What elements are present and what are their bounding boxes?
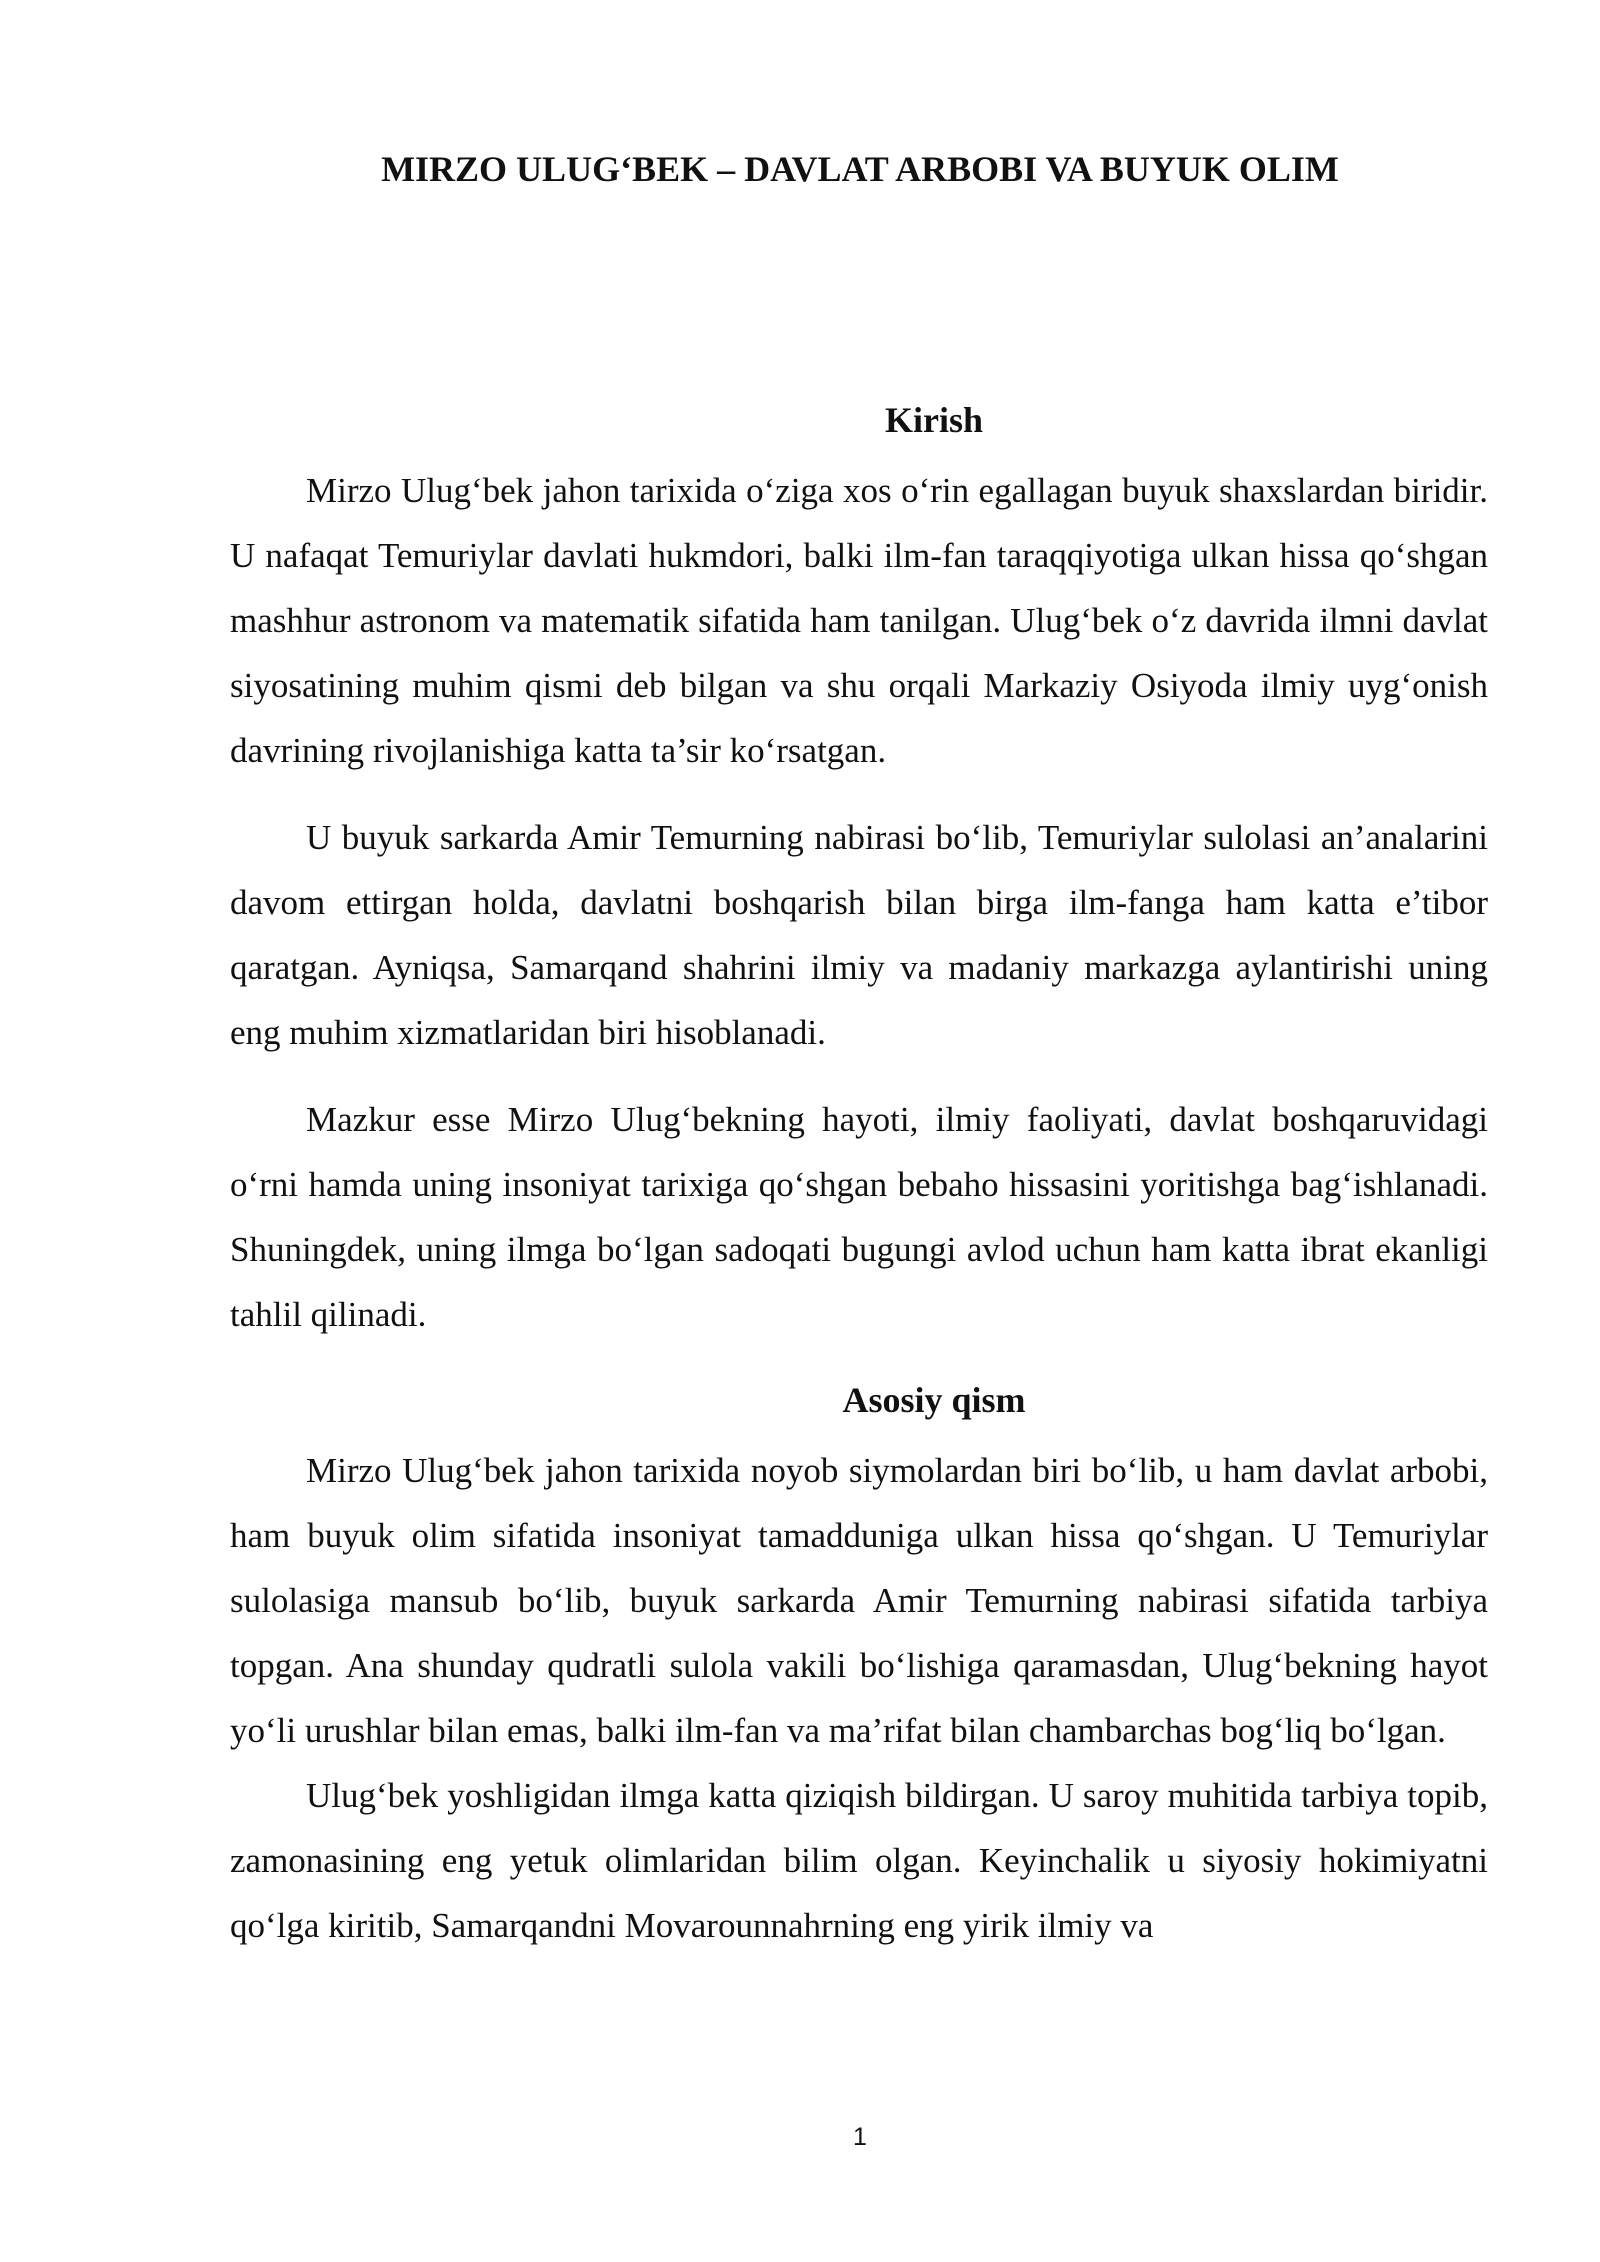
page-number: 1 [853, 2123, 867, 2151]
section-heading-kirish: Kirish [884, 400, 983, 440]
paragraph: Ulug‘bek yoshligidan ilmga katta qiziqish bildirgan. U saroy muhitida tarbiya topib, zamonasining eng yetuk olimlaridan bilim olgan. Keyinchalik u siyosiy hokimiyatni qo‘lga kiritib, Samarqandni Movarounnahrning eng yirik ilmiy va [230, 1776, 1488, 1945]
paragraph: Mirzo Ulug‘bek jahon tarixida o‘ziga xos o‘rin egallagan buyuk shaxslardan biridir. U nafaqat Temuriylar davlati hukmdori, balki ilm-fan taraqqiyotiga ulkan hissa qo‘shgan mashhur astronom va matematik sifatida ham tanilgan. Ulug‘bek o‘z davrida ilmni davlat siyosatining muhim qismi deb bilgan va shu orqali Markaziy Osiyoda ilmiy uyg‘onish davrining rivojlanishiga katta ta’sir ko‘rsatgan. [230, 471, 1488, 770]
document-title: MIRZO ULUG‘BEK – DAVLAT ARBOBI VA BUYUK OLIM [381, 149, 1339, 189]
section-heading-asosiy-qism: Asosiy qism [842, 1380, 1026, 1420]
document-body [230, 388, 1488, 1958]
paragraph: Mirzo Ulug‘bek jahon tarixida noyob siymolardan biri bo‘lib, u ham davlat arbobi, ham buyuk olim sifatida insoniyat tamadduniga ulkan hissa qo‘shgan. U Temuriylar sulolasiga mansub bo‘lib, buyuk sarkarda Amir Temurning nabirasi sifatida tarbiya topgan. Ana shunday qudratli sulola vakili bo‘lishiga qaramasdan, Ulug‘bekning hayot yo‘li urushlar bilan emas, balki ilm-fan va ma’rifat bilan chambarchas bog‘liq bo‘lgan. [230, 1451, 1488, 1750]
paragraph: Mazkur esse Mirzo Ulug‘bekning hayoti, ilmiy faoliyati, davlat boshqaruvidagi o‘rni hamda uning insoniyat tarixiga qo‘shgan bebaho hissasini yoritishga bag‘ishlanadi. Shuningdek, uning ilmga bo‘lgan sadoqati bugungi avlod uchun ham katta ibrat ekanligi tahlil qilinadi. [230, 1100, 1488, 1334]
paragraph: U buyuk sarkarda Amir Temurning nabirasi bo‘lib, Temuriylar sulolasi an’analarini davom ettirgan holda, davlatni boshqarish bilan birga ilm-fanga ham katta e’tibor qaratgan. Ayniqsa, Samarqand shahrini ilmiy va madaniy markazga aylantirishi uning eng muhim xizmatlaridan biri hisoblanadi. [230, 818, 1488, 1052]
